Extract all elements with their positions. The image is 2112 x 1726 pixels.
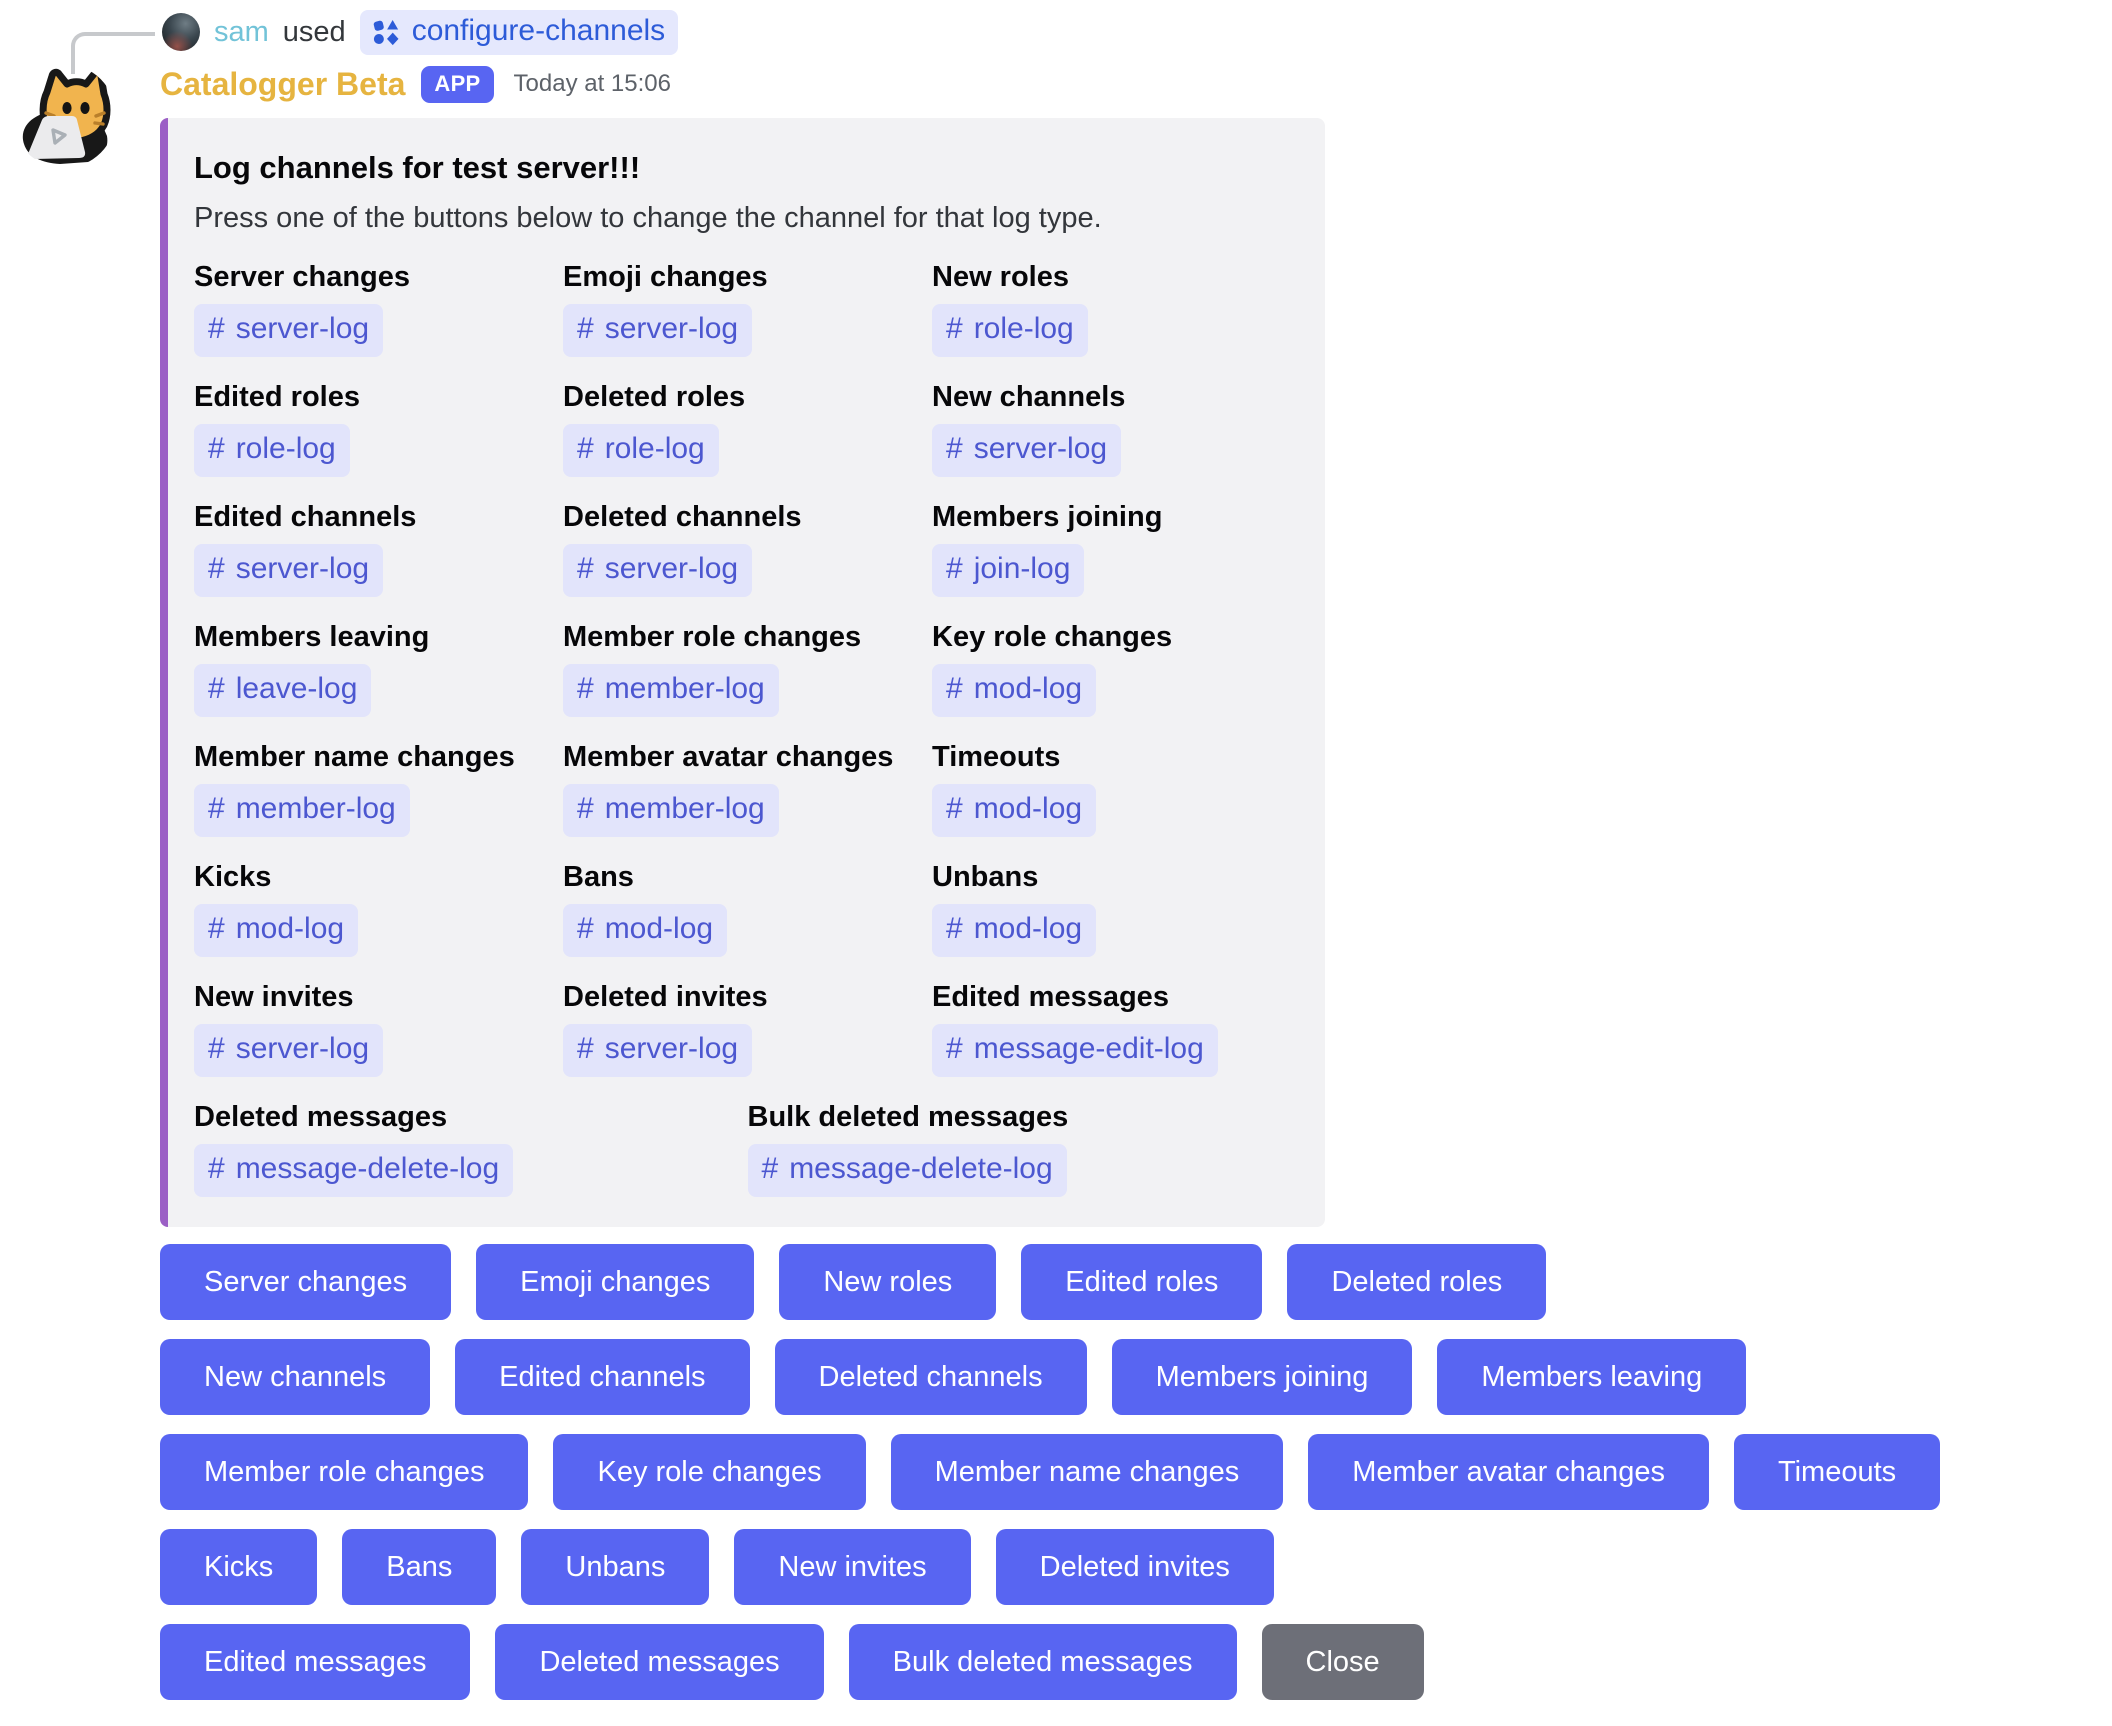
button-close[interactable]: Close (1262, 1624, 1424, 1700)
button-deleted-invites[interactable]: Deleted invites (996, 1529, 1274, 1605)
field-name: Key role changes (932, 621, 1173, 653)
channel-mention[interactable] (563, 544, 752, 597)
field-name: New roles (932, 261, 1069, 293)
embed-field (194, 499, 555, 597)
hash-icon: # (208, 792, 225, 825)
channel-name: member-log (604, 792, 765, 825)
field-name: Bulk deleted messages (747, 1101, 1069, 1133)
button-row (160, 1339, 2112, 1415)
channel-mention[interactable] (748, 1144, 1067, 1197)
field-name: New channels (932, 381, 1126, 413)
embed-field (194, 739, 555, 837)
field-name: Edited channels (194, 501, 417, 533)
hash-icon: # (208, 1032, 225, 1065)
button-member-name-changes[interactable]: Member name changes (891, 1434, 1284, 1510)
field-name: Member avatar changes (563, 741, 894, 773)
channel-mention[interactable] (932, 904, 1096, 957)
button-deleted-roles[interactable]: Deleted roles (1287, 1244, 1546, 1320)
embed-field (932, 979, 1293, 1077)
field-name: Deleted messages (194, 1101, 448, 1133)
channel-mention[interactable] (194, 664, 371, 717)
hash-icon: # (946, 1032, 963, 1065)
embed-field (932, 499, 1293, 597)
channel-name: server-log (973, 432, 1108, 465)
hash-icon: # (946, 432, 963, 465)
message-header (160, 60, 2112, 108)
hash-icon: # (577, 312, 594, 345)
embed-field (563, 619, 924, 717)
button-member-role-changes[interactable]: Member role changes (160, 1434, 528, 1510)
button-key-role-changes[interactable]: Key role changes (553, 1434, 865, 1510)
channel-name: mod-log (973, 672, 1083, 705)
embed-field (932, 739, 1293, 837)
reply-user-avatar[interactable] (162, 13, 200, 51)
hash-icon: # (577, 552, 594, 585)
channel-mention[interactable] (194, 1144, 513, 1197)
channel-name: server-log (235, 312, 370, 345)
bot-avatar[interactable] (12, 64, 116, 168)
channel-mention[interactable] (563, 304, 752, 357)
hash-icon: # (577, 432, 594, 465)
hash-icon: # (577, 912, 594, 945)
embed-title: Log channels for test server!!! (194, 150, 641, 185)
field-name: Member name changes (194, 741, 515, 773)
button-members-joining[interactable]: Members joining (1112, 1339, 1413, 1415)
embed-field (194, 859, 555, 957)
embed-field (563, 859, 924, 957)
channel-name: mod-log (973, 912, 1083, 945)
hash-icon: # (946, 672, 963, 705)
reply-spine (71, 32, 155, 74)
hash-icon: # (946, 552, 963, 585)
discord-chat (0, 6, 2112, 1719)
button-members-leaving[interactable]: Members leaving (1437, 1339, 1746, 1415)
field-name: Members joining (932, 501, 1163, 533)
channel-name: mod-log (973, 792, 1083, 825)
channel-name: message-edit-log (973, 1032, 1204, 1065)
channel-mention[interactable] (563, 784, 779, 837)
embed-field (932, 259, 1293, 357)
channel-mention[interactable] (932, 784, 1096, 837)
field-name: Members leaving (194, 621, 430, 653)
reply-action-text: used (282, 15, 346, 48)
channel-name: role-log (235, 432, 336, 465)
channel-name: server-log (604, 312, 739, 345)
channel-mention[interactable] (194, 544, 383, 597)
field-name: Deleted channels (563, 501, 802, 533)
reply-context (0, 6, 2112, 58)
button-timeouts[interactable]: Timeouts (1734, 1434, 1940, 1510)
button-bulk-deleted-messages[interactable]: Bulk deleted messages (849, 1624, 1237, 1700)
embed-field (932, 619, 1293, 717)
channel-mention[interactable] (194, 424, 350, 477)
channel-name: join-log (973, 552, 1071, 585)
channel-name: server-log (604, 1032, 739, 1065)
button-row (160, 1624, 2112, 1700)
channel-mention[interactable] (563, 904, 727, 957)
button-row (160, 1434, 2112, 1510)
channel-mention[interactable] (563, 424, 719, 477)
hash-icon: # (946, 912, 963, 945)
button-deleted-channels[interactable]: Deleted channels (775, 1339, 1087, 1415)
channel-mention[interactable] (932, 424, 1121, 477)
embed (160, 118, 1325, 1227)
channel-name: member-log (235, 792, 396, 825)
hash-icon: # (208, 552, 225, 585)
embed-field (748, 1099, 1294, 1197)
hash-icon: # (208, 672, 225, 705)
button-new-channels[interactable]: New channels (160, 1339, 430, 1415)
hash-icon: # (208, 432, 225, 465)
bot-username[interactable]: Catalogger Beta (160, 65, 406, 102)
field-name: Edited roles (194, 381, 360, 413)
channel-name: message-delete-log (235, 1152, 500, 1185)
channel-name: server-log (604, 552, 739, 585)
channel-name: mod-log (604, 912, 714, 945)
button-deleted-messages[interactable]: Deleted messages (495, 1624, 823, 1700)
embed-field (194, 379, 555, 477)
app-badge: APP (421, 66, 493, 103)
channel-name: role-log (604, 432, 705, 465)
button-server-changes[interactable]: Server changes (160, 1244, 451, 1320)
field-name: Unbans (932, 861, 1039, 893)
button-emoji-changes[interactable]: Emoji changes (476, 1244, 754, 1320)
channel-name: member-log (604, 672, 765, 705)
hash-icon: # (208, 312, 225, 345)
field-name: Deleted roles (563, 381, 746, 413)
button-edited-roles[interactable]: Edited roles (1021, 1244, 1262, 1320)
field-name: Member role changes (563, 621, 862, 653)
button-member-avatar-changes[interactable]: Member avatar changes (1308, 1434, 1709, 1510)
channel-mention[interactable] (563, 664, 779, 717)
channel-mention[interactable] (932, 544, 1084, 597)
field-name: Kicks (194, 861, 272, 893)
button-kicks[interactable]: Kicks (160, 1529, 317, 1605)
command-mention[interactable] (360, 10, 679, 55)
embed-field (932, 379, 1293, 477)
embed-field (194, 259, 555, 357)
button-edited-channels[interactable]: Edited channels (455, 1339, 749, 1415)
channel-mention[interactable] (194, 904, 358, 957)
embed-field (932, 859, 1293, 957)
embed-field (194, 1099, 740, 1197)
field-name: Bans (563, 861, 634, 893)
channel-mention[interactable] (194, 784, 410, 837)
reply-username[interactable]: sam (214, 15, 269, 48)
hash-icon: # (761, 1152, 779, 1185)
hash-icon: # (577, 1032, 594, 1065)
hash-icon: # (946, 792, 963, 825)
channel-name: mod-log (235, 912, 345, 945)
embed-description: Press one of the buttons below to change the channel for that log type. (194, 202, 1102, 234)
hash-icon: # (208, 1152, 225, 1185)
button-edited-messages[interactable]: Edited messages (160, 1624, 470, 1700)
embed-fields-last-row (194, 1099, 1293, 1197)
button-new-roles[interactable]: New roles (779, 1244, 996, 1320)
channel-name: leave-log (235, 672, 358, 705)
button-unbans[interactable]: Unbans (521, 1529, 709, 1605)
hash-icon: # (208, 912, 225, 945)
embed-field (194, 979, 555, 1077)
hash-icon: # (577, 792, 594, 825)
channel-mention[interactable] (932, 664, 1096, 717)
button-new-invites[interactable]: New invites (734, 1529, 970, 1605)
channel-mention[interactable] (194, 304, 383, 357)
command-name: configure-channels (411, 13, 666, 47)
channel-name: message-delete-log (789, 1152, 1053, 1185)
field-name: Emoji changes (563, 261, 768, 293)
embed-field (563, 379, 924, 477)
button-row (160, 1244, 2112, 1320)
button-bans[interactable]: Bans (342, 1529, 496, 1605)
hash-icon: # (577, 672, 594, 705)
embed-fields (194, 259, 1293, 1077)
embed-field (563, 979, 924, 1077)
field-name: Timeouts (932, 741, 1061, 773)
button-row (160, 1529, 2112, 1605)
embed-field (563, 259, 924, 357)
channel-mention[interactable] (932, 1024, 1218, 1077)
action-rows (160, 1244, 2112, 1700)
slash-command-icon (371, 17, 401, 47)
timestamp: Today at 15:06 (513, 70, 671, 97)
embed-field (563, 499, 924, 597)
field-name: Edited messages (932, 981, 1169, 1013)
cat-laptop-avatar-image (12, 64, 116, 168)
channel-name: server-log (235, 552, 370, 585)
channel-mention[interactable] (932, 304, 1088, 357)
channel-name: server-log (235, 1032, 370, 1065)
field-name: Server changes (194, 261, 411, 293)
channel-name: role-log (973, 312, 1074, 345)
field-name: New invites (194, 981, 354, 1013)
bot-message (0, 60, 2112, 1719)
hash-icon: # (946, 312, 963, 345)
field-name: Deleted invites (563, 981, 768, 1013)
channel-mention[interactable] (563, 1024, 752, 1077)
embed-field (563, 739, 924, 837)
channel-mention[interactable] (194, 1024, 383, 1077)
embed-field (194, 619, 555, 717)
